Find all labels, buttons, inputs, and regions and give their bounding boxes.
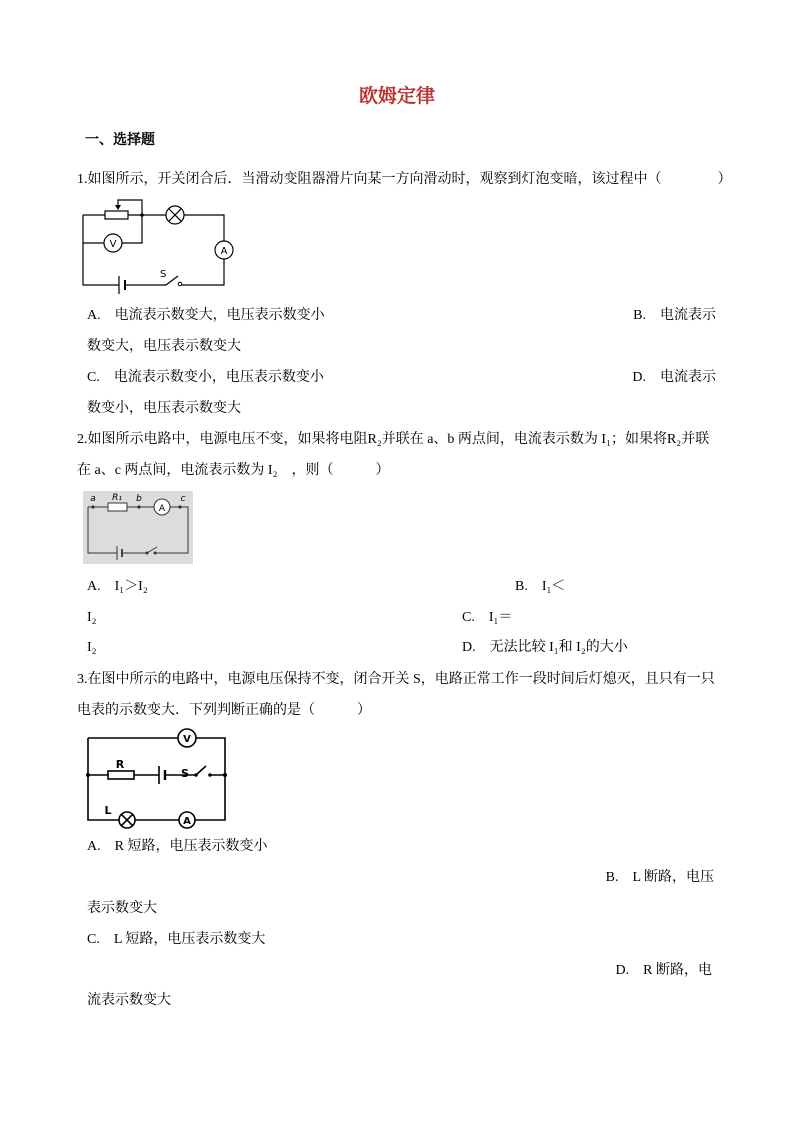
q3-ammeter-label: A: [183, 816, 191, 827]
q1-junction-dot: [140, 213, 144, 217]
q2-switch-contact: [154, 552, 157, 555]
q3-stem-line-2: 电表的示数变大．下列判断正确的是（ ）: [77, 703, 371, 718]
q3-left-node-dot: [86, 773, 90, 777]
q3-right-node-dot: [223, 773, 227, 777]
q2-point-a-label: a: [90, 494, 96, 504]
q2-circuit-diagram: [83, 491, 193, 564]
q3-resistor: [108, 771, 134, 779]
section-heading: 一、选择题: [85, 133, 155, 148]
q1-option-d-continued: 数变小，电压表示数变大: [87, 401, 241, 416]
q2-option-a: A. I₁＞I₂: [87, 579, 148, 594]
q3-stem-line-1: 3.在图中所示的电路中，电源电压保持不变，闭合开关 S，电路正常工作一段时间后灯熄灭，且只有一只: [77, 672, 715, 687]
q2-option-c-continued: I₂: [87, 640, 97, 655]
q3-option-d-continued: 流表示数变大: [87, 993, 171, 1008]
q2-option-c: C. I₁＝: [462, 610, 513, 625]
q2-option-b-continued: I₂: [87, 610, 97, 625]
q1-option-b: B. 电流表示: [633, 308, 716, 323]
q3-option-b: B. L 断路，电压: [605, 870, 714, 885]
q3-option-c: C. L 短路，电压表示数变大: [87, 932, 266, 947]
q1-option-d: D. 电流表示: [632, 370, 716, 385]
q1-rheostat: [105, 211, 128, 219]
q2-option-b: B. I₁＜: [515, 579, 566, 594]
q3-switch-label: S: [181, 767, 189, 780]
q2-point-c-dot: [178, 505, 181, 508]
q2-point-b-label: b: [136, 494, 142, 504]
q1-option-a: A. 电流表示数变大，电压表示数变小: [87, 308, 325, 323]
q1-switch-label: S: [160, 269, 167, 280]
q2-stem-line-2: 在 a、c 两点间，电流表示数为 I₂ ，则（ ）: [77, 463, 390, 478]
q2-ammeter-label: A: [158, 504, 166, 514]
q3-switch-lever: [196, 766, 206, 775]
q1-option-c: C. 电流表示数变小，电压表示数变小: [87, 370, 324, 385]
q1-circuit-diagram: [78, 195, 244, 299]
q1-option-b-continued: 数变大，电压表示数变大: [87, 339, 241, 354]
q1-switch-lever: [166, 276, 178, 285]
q2-point-b-dot: [137, 505, 140, 508]
q3-switch-contact: [208, 773, 212, 777]
q2-point-c-label: c: [180, 494, 186, 504]
q2-option-d: D. 无法比较 I₁和 I₂的大小: [462, 640, 628, 655]
q3-option-d: D. R 断路，电: [615, 963, 712, 978]
q1-voltmeter-label: V: [109, 239, 117, 250]
q1-stem: 1.如图所示，开关闭合后．当滑动变阻器滑片向某一方向滑动时，观察到灯泡变暗，该过程中（ ）: [77, 172, 732, 187]
q1-switch-contact: [178, 282, 182, 286]
q3-option-b-continued: 表示数变大: [87, 901, 157, 916]
q3-circuit-diagram: [84, 726, 230, 832]
q2-stem-line-1: 2.如图所示电路中，电源电压不变，如果将电阻R₂并联在 a、b 两点间，电流表示数为 I₁；如果将R₂并联: [77, 432, 710, 447]
q3-lamp-label: L: [104, 804, 112, 817]
q3-resistor-label: R: [115, 758, 125, 771]
q3-option-a: A. R 短路，电压表示数变小: [87, 839, 268, 854]
q1-slider-arrow: [115, 205, 121, 210]
q2-resistor-label: R₁: [112, 493, 122, 503]
q1-ammeter-label: A: [220, 246, 228, 257]
q2-resistor-r1: [108, 503, 127, 511]
q2-point-a-dot: [91, 505, 94, 508]
q3-voltmeter-label: V: [183, 734, 191, 745]
page-title: 欧姆定律: [358, 86, 435, 107]
